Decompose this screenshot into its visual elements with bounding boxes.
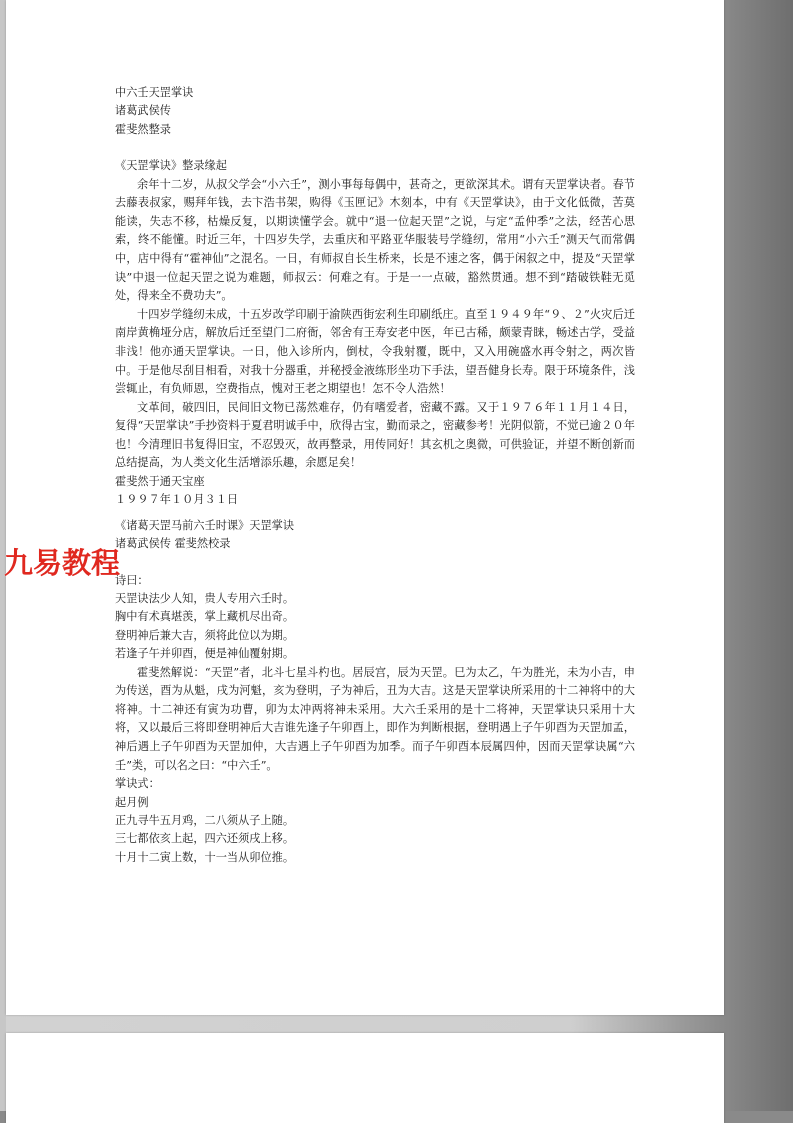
doc-author: 诸葛武侯传 [115,104,171,118]
qiyue-label: 起月例 [115,795,149,809]
poem-label: 诗曰： [115,573,149,587]
origin-heading: 《天罡掌诀》整录缘起 [115,159,227,173]
doc-title: 中六壬天罡掌诀 [115,86,194,99]
page-content [115,84,635,867]
zhang-label: 掌诀式： [115,777,160,791]
rule-line: 正九寻牛五月鸡，二八须从子上随。 [115,813,295,827]
paragraph-3: 文革间，破四旧，民间旧文物已荡然难存，仍有嗜爱者，密藏不露。又于１９７６年１１月１４日，复得“天罡掌诀”手抄资料于夏君明诚手中，欣得古宝，勤而录之，密藏参考！光阴似箭，不觉已逾２０年也！今清理旧书复得旧宝，不忍毁灭，故再整录，用传同好！其玄机之奥微，可供验证，并望不断创新而总结提高，为人类文化生活增添乐趣，余愿足矣！ [115,400,635,470]
signature: 霍斐然于通天宝座 [115,475,205,489]
rule-line: 三七都依亥上起，四六还须戌上移。 [115,832,295,846]
rule-line: 十月十二寅上数，十一当从卯位推。 [115,850,295,864]
paragraph-2: 十四岁学缝纫未成，十五岁改学印刷于渝陕西街宏利生印刷纸庄。直至１９４９年“９、２”火灾后迁南岸黄桷垭分店，解放后迁至望门二府衙，邻舍有王寿安老中医，年已古稀，颇蒙青睐，畅述古学，受益非浅！他亦通天罡掌诀。一日，他入诊所内，倒杖，令我射覆，既中，又入用碗盛水再令射之，两次皆中。于是他尽刮目相看，对我十分器重，并秘授金液练形坐功下手法，望吾健身长寿。限于环境条件，浅尝辄止，有负师恩，空费指点，愧对王老之期望也！怎不令人浩然！ [115,307,635,396]
poem-line: 若逢子午并卯酉，便是神仙覆射期。 [115,647,295,661]
paragraph-4: 霍斐然解说：“天罡”者，北斗七星斗杓也。居辰宫，辰为天罡。巳为太乙，午为胜光，未为小吉，申为传送，酉为从魁，戌为河魁，亥为登明，子为神后，丑为大吉。这是天罡掌诀所采用的十二神将中的大将神。十二神还有寅为功曹，卯为太冲两将神未采用。大六壬采用的是十二将神，天罡掌诀只采用十大将，又以最后三将即登明神后大吉谁先逢子午卯酉上，即作为判断根据，登明遇上子午卯酉为天罡加孟，神后遇上子午卯酉为天罡加仲，大吉遇上子午卯酉为加季。而子午卯酉本辰属四仲，因而天罡掌诀属“六壬”类，可以名之曰：“中六壬”。 [115,665,635,772]
section2-title: 《诸葛天罡马前六壬时课》天罡掌诀 [115,518,295,532]
poem-line: 天罡诀法少人知，贵人专用六壬时。 [115,592,295,606]
document-page-1 [6,0,724,1015]
poem-line: 登明神后兼大吉，须将此位以为期。 [115,628,295,642]
section2-author: 诸葛武侯传 霍斐然校录 [115,537,231,551]
document-page-2 [6,1033,724,1123]
date-line: １９９７年１０月３１日 [115,493,239,507]
watermark-logo: 九易教程 [4,546,121,580]
poem-line: 胸中有术真堪羡，掌上藏机尽出奇。 [115,610,295,624]
doc-editor: 霍斐然整录 [115,122,171,136]
paragraph-1: 余年十二岁，从叔父学会“小六壬”，测小事每每偶中，甚奇之，更欲深其术。谓有天罡掌诀者。春节去藤表叔家，赐拜年钱，去卞浩书架，购得《玉匣记》木刻本，中有《天罡掌诀》，由于文化低微，苦莫能读，失志不移，枯燥反复，以期读懂学会。就中“退一位起天罡”之说，与定“孟仲季”之法，经苦心思索，终不能懂。时近三年，十四岁失学，去重庆和平路亚华服装号学缝纫，常用“小六壬”测天气而常偶中，店中得有“霍神仙”之混名。一日，有师叔自长生桥来，长是不速之客，偶于闲叙之中，提及“天罡掌诀”中退一位起天罡之说为难题，师叔云：何难之有。于是一一点破，豁然贯通。想不到“踏破铁鞋无觅处，得来全不费功夫”。 [115,177,635,303]
